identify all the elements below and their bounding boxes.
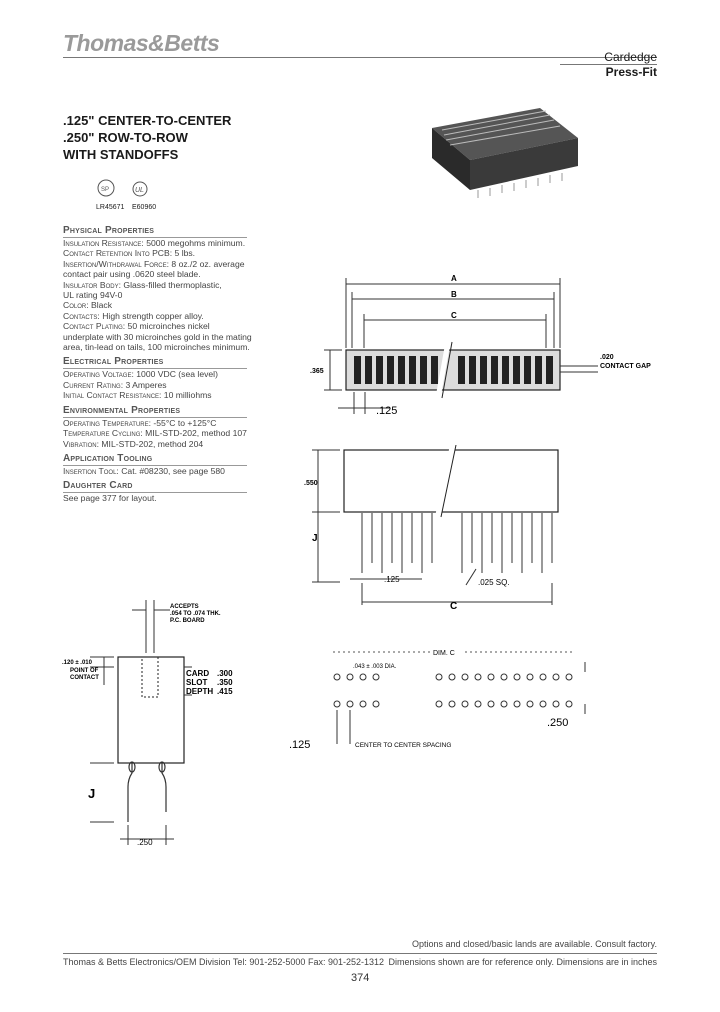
header-rule [63, 57, 657, 58]
dimensions-disclaimer: Dimensions shown are for reference only. Dimensions are in inches [388, 957, 657, 967]
slot-label: SLOT [186, 678, 208, 687]
company-contact: Thomas & Betts Electronics/OEM Division Tel: 901-252-5000 Fax: 901-252-1312 [63, 957, 384, 967]
end-view-drawing [62, 595, 287, 850]
hole-row-top [334, 674, 572, 680]
pitch-label: .125 [384, 575, 400, 584]
property-line: contact pair using .0620 steel blade. [63, 269, 201, 280]
side-dims [312, 450, 340, 582]
property-line: Insertion Tool: Cat. #08230, see page 580 [63, 465, 225, 476]
thickness-label: .054 TO .074 THK. [170, 611, 221, 617]
height-550-label: .550 [304, 480, 318, 487]
bottom-dims [350, 569, 552, 605]
section-heading: Physical Properties [63, 225, 155, 236]
pitch-label: .125 [376, 405, 398, 417]
pin-row [362, 513, 552, 573]
environmental-properties [63, 405, 263, 449]
hole-diameter-label: .043 ± .003 DIA. [353, 664, 397, 670]
end-dims [90, 763, 174, 845]
property-line: area, tin-lead on tails, 100 microinches minimum. [63, 342, 250, 353]
physical-list [63, 238, 263, 352]
gap-label: CONTACT GAP [600, 363, 651, 370]
title-line: .125" CENTER-TO-CENTER [63, 113, 232, 128]
ul-glyph: UL [135, 187, 144, 194]
height-365-label: .365 [310, 368, 324, 375]
top-view-drawing [290, 268, 670, 418]
footer-rule [63, 953, 657, 954]
property-line: UL rating 94V-0 [63, 290, 123, 301]
pcb-label: P.C. BOARD [170, 618, 205, 624]
property-line: See page 377 for layout. [63, 493, 157, 504]
property-line: Operating Temperature: -55°C to +125°C [63, 417, 217, 428]
pcb-lines [132, 600, 170, 653]
slot-value: .350 [217, 678, 233, 687]
company-logo: Thomas&Betts [63, 30, 220, 56]
pin-sq-label: .025 SQ. [478, 578, 510, 587]
row-250-label: .250 [547, 717, 569, 729]
property-line: Insulator Body: Glass-filled thermoplastic, [63, 279, 222, 290]
accepts-label: ACCEPTS [170, 604, 199, 610]
title-line: .250" ROW-TO-ROW [63, 130, 188, 145]
card-value: .300 [217, 669, 233, 678]
property-line: Temperature Cycling: MIL-STD-202, method 107 [63, 428, 247, 439]
csa-number: LR45671 [96, 204, 125, 211]
property-line: Initial Contact Resistance: 10 milliohms [63, 390, 212, 401]
hole-pattern-drawing [285, 640, 615, 755]
dim-j-label: J [312, 533, 318, 544]
holes-125-label: .125 [289, 739, 311, 751]
category-label: Cardedge [604, 50, 657, 64]
dim-c-holes-label: DIM. C [433, 650, 455, 657]
hole-row-bottom [334, 701, 572, 707]
properties-column [63, 225, 263, 508]
depth-value: .415 [217, 687, 233, 696]
property-line: Color: Black [63, 300, 113, 311]
physical-properties [63, 225, 263, 352]
end-pins [128, 762, 166, 822]
csa-glyph: SP [101, 187, 110, 193]
property-line: underplate with 30 microinches gold in the mating [63, 331, 252, 342]
dim-c-label: C [451, 311, 457, 320]
card-label: CARD [186, 669, 210, 678]
section-heading: Application Tooling [63, 452, 153, 464]
end-body [118, 657, 184, 763]
property-line: Contacts: High strength copper alloy. [63, 310, 204, 321]
point-of-contact-line: CONTACT [70, 675, 99, 681]
center-spacing-label: CENTER TO CENTER SPACING [355, 742, 452, 749]
side-view-drawing [290, 445, 620, 620]
property-line: Insertion/Withdrawal Force: 8 oz./2 oz. average [63, 258, 245, 269]
depth-label: DEPTH [186, 687, 214, 696]
options-note: Options and closed/basic lands are available. Consult factory. [412, 939, 657, 949]
product-title [63, 112, 231, 163]
connector-photo [420, 100, 590, 200]
property-line: Insulation Resistance: 5000 megohms minimum. [63, 238, 246, 248]
title-line: WITH STANDOFFS [63, 147, 179, 162]
point-of-contact-value: .120 ± .010 [62, 660, 92, 666]
property-line: Contact Retention Into PCB: 5 lbs. [63, 248, 196, 259]
property-line: Operating Voltage: 1000 VDC (sea level) [63, 369, 218, 380]
ul-number: E60960 [132, 204, 157, 211]
section-heading: Electrical Properties [63, 356, 164, 368]
gap-value: .020 [600, 354, 614, 361]
electrical-properties [63, 356, 263, 400]
subcategory-label: Press-Fit [605, 65, 657, 79]
dim-a-label: A [451, 274, 457, 283]
application-tooling [63, 453, 263, 476]
section-heading: Environmental Properties [63, 404, 181, 416]
section-heading: Daughter Card [63, 480, 133, 492]
property-line: Contact Plating: 50 microinches nickel [63, 321, 210, 332]
page-number: 374 [351, 972, 370, 984]
certification-marks [96, 178, 166, 214]
row-spacing-label: .250 [137, 838, 153, 847]
dim-c-label: C [450, 601, 458, 612]
daughter-card [63, 480, 263, 503]
dim-j-label: J [88, 786, 96, 801]
point-of-contact-line: POINT OF [70, 668, 99, 674]
dim-b-label: B [451, 290, 457, 299]
property-line: Current Rating: 3 Amperes [63, 379, 167, 390]
property-line: Vibration: MIL-STD-202, method 204 [63, 438, 204, 449]
